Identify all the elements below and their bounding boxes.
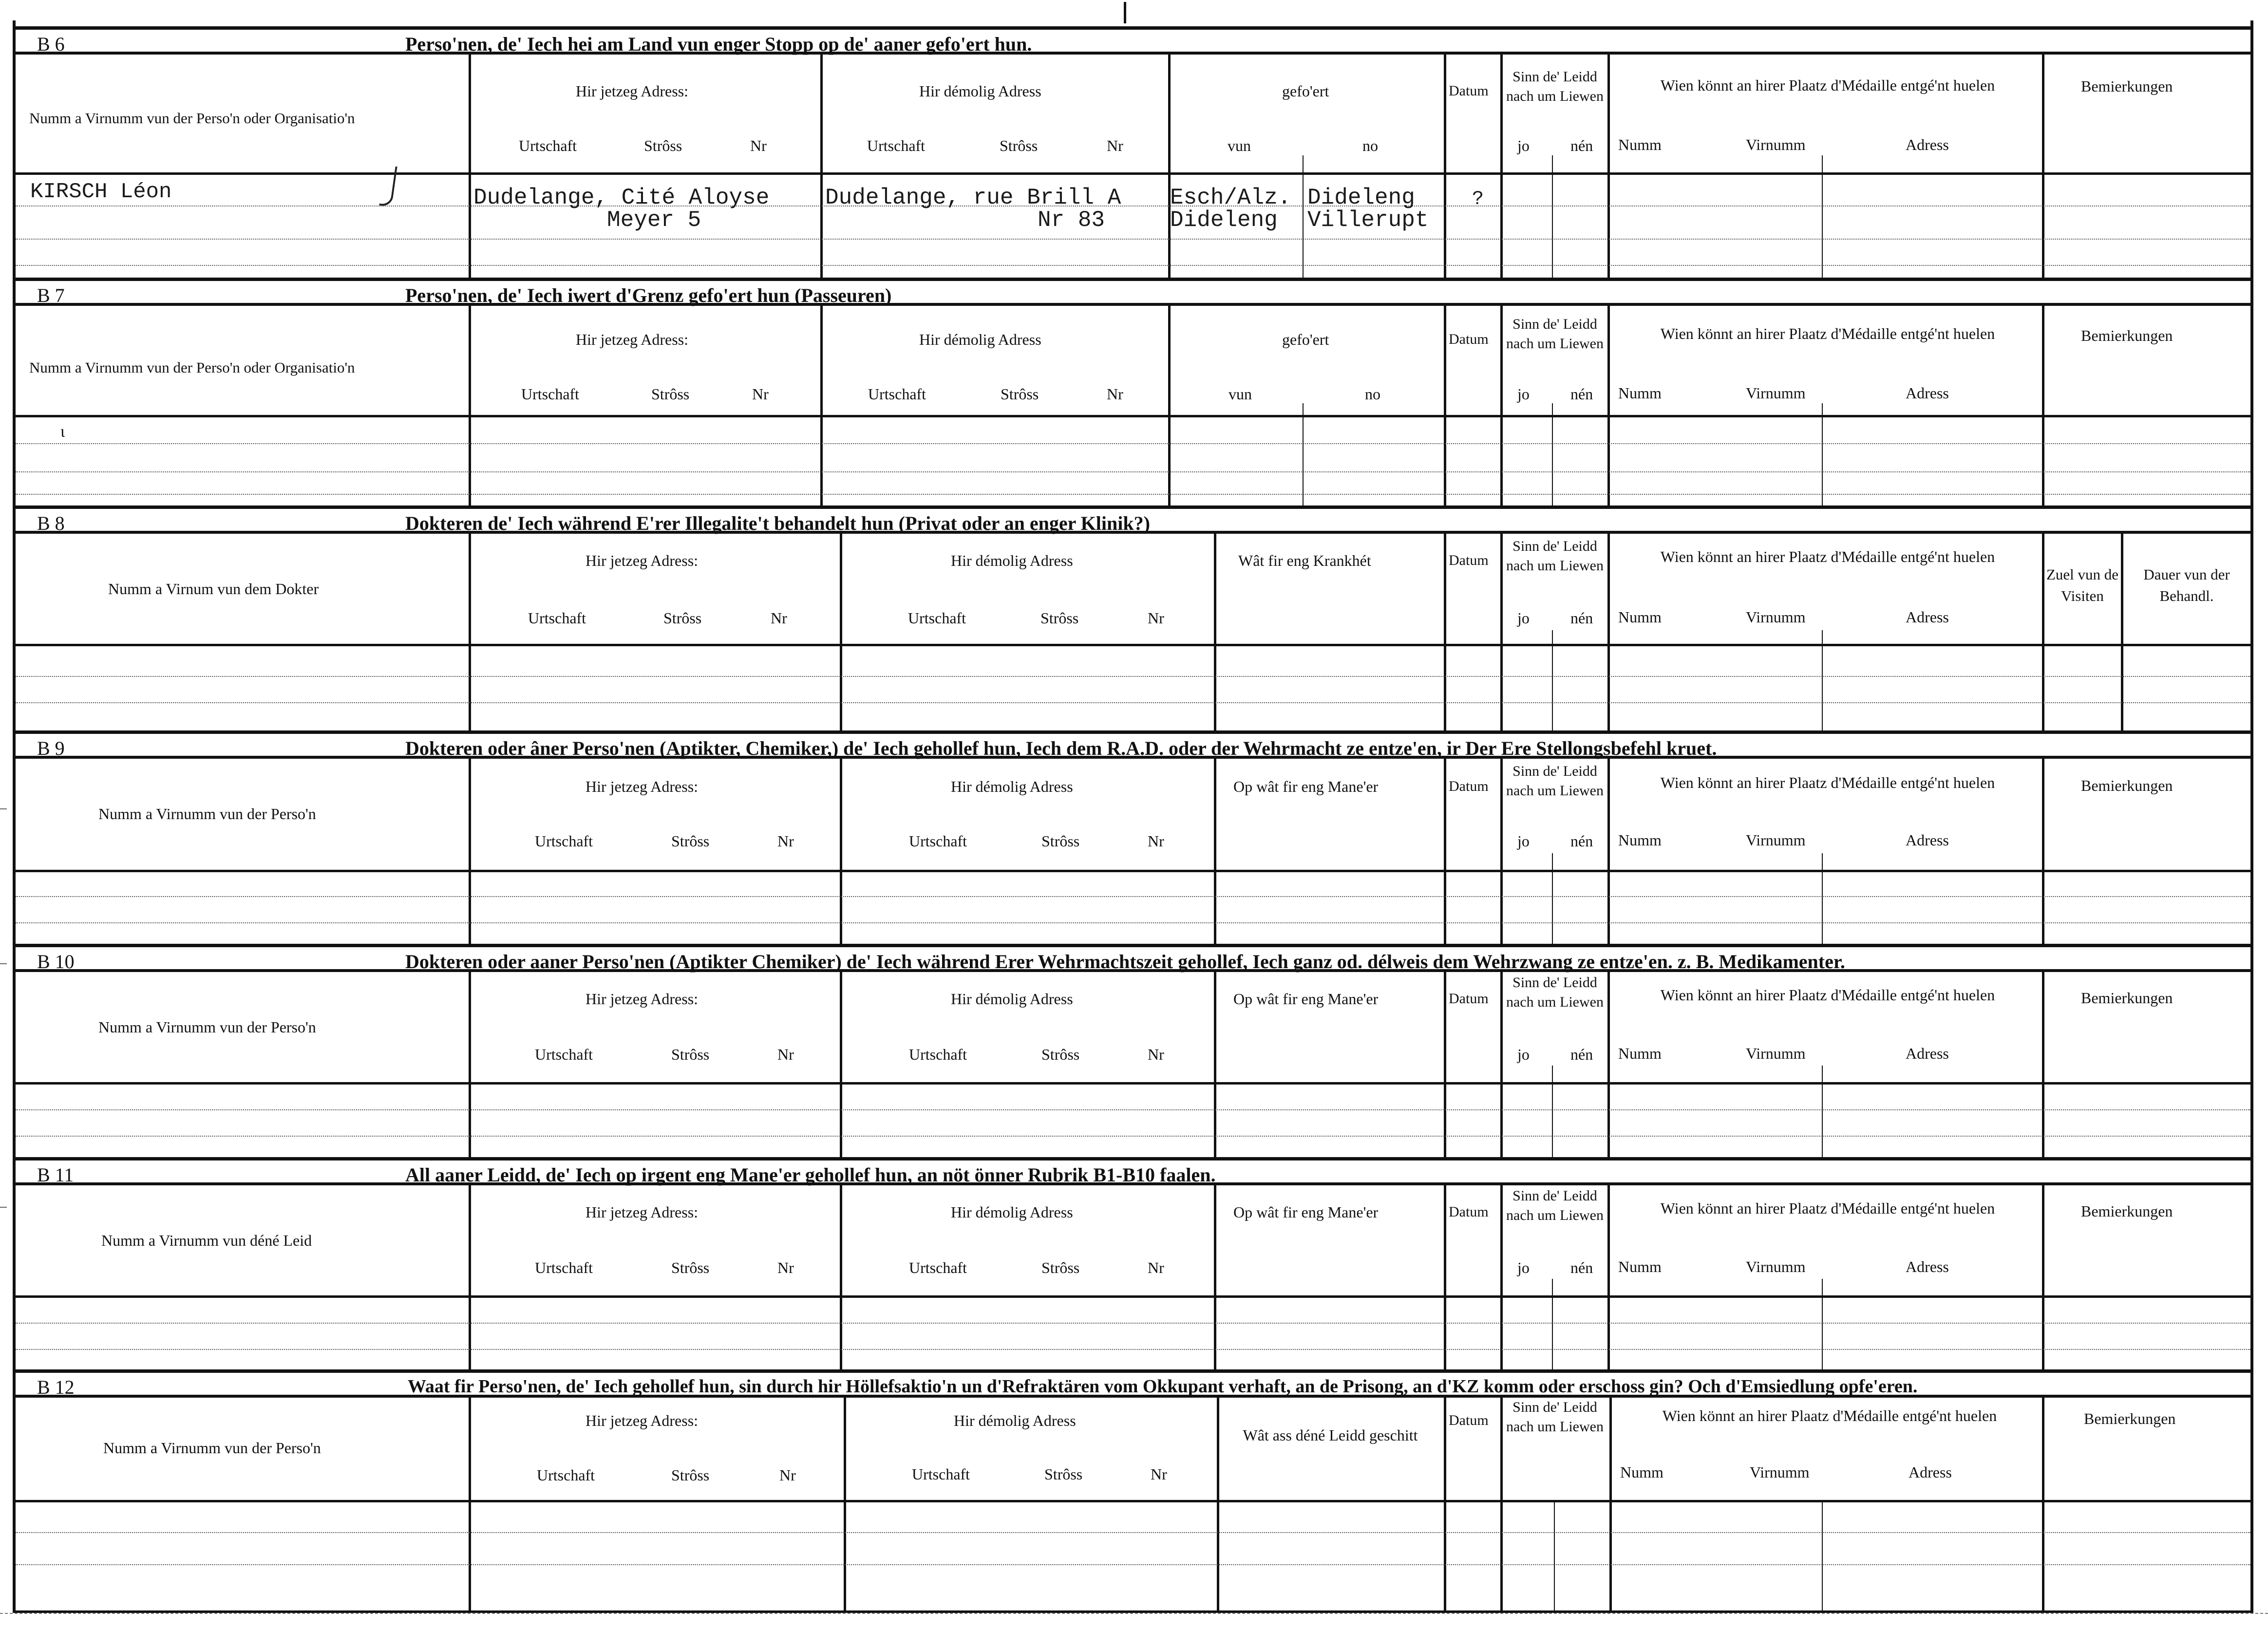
numm-label: Numm bbox=[1618, 1045, 1662, 1062]
nen-label: nén bbox=[1570, 832, 1593, 850]
section-b11 bbox=[16, 1157, 2250, 1369]
duration-header: Dauer vun der Behandl. bbox=[2143, 566, 2230, 604]
section-b12 bbox=[16, 1369, 2250, 1610]
stross-label: Strôss bbox=[671, 832, 710, 850]
section-code: B 12 bbox=[37, 1376, 75, 1398]
current-address-header: Hir jetzeg Adress: bbox=[586, 778, 699, 795]
nr-label: Nr bbox=[752, 385, 769, 403]
handwritten-check-mark bbox=[379, 165, 397, 207]
entry-line bbox=[16, 471, 2250, 472]
margin-tick bbox=[0, 963, 7, 964]
no-label: no bbox=[1362, 137, 1378, 154]
virnumm-label: Virnumm bbox=[1746, 1045, 1806, 1062]
medal-header: Wien könnt an hirer Plaatz d'Médaille entgé'nt huelen bbox=[1660, 325, 1995, 342]
medal-header: Wien könnt an hirer Plaatz d'Médaille entgé'nt huelen bbox=[1662, 1407, 1997, 1424]
urtschaft-label: Urtschaft bbox=[521, 385, 580, 403]
stross-label: Strôss bbox=[671, 1259, 710, 1276]
former-address-header: Hir démolig Adress bbox=[919, 331, 1041, 348]
numm-label: Numm bbox=[1618, 608, 1662, 626]
divider bbox=[1444, 306, 1446, 505]
entry-date: ? bbox=[1472, 188, 1484, 210]
entry-former-address-line2: Nr 83 bbox=[1038, 207, 1105, 233]
divider bbox=[1500, 534, 1503, 730]
divider bbox=[1214, 534, 1216, 730]
remarks-header: Bemierkungen bbox=[2081, 1202, 2173, 1220]
entry-former-address-line1: Dudelange, rue Brill A bbox=[825, 185, 1121, 210]
remarks-header: Bemierkungen bbox=[2084, 1410, 2176, 1427]
alive-header: Sinn de' Leidd nach um Liewen bbox=[1506, 1188, 1604, 1223]
entry-line bbox=[16, 922, 2250, 923]
divider bbox=[2042, 55, 2044, 278]
divider bbox=[1303, 403, 1304, 505]
illness-header: Wât fir eng Krankhét bbox=[1238, 552, 1371, 569]
urtschaft-label: Urtschaft bbox=[909, 1259, 967, 1276]
numm-label: Numm bbox=[1618, 136, 1662, 153]
divider bbox=[1607, 55, 1610, 278]
divider bbox=[1217, 1398, 1219, 1610]
alive-header: Sinn de' Leidd nach um Liewen bbox=[1506, 69, 1604, 104]
divider bbox=[1444, 972, 1446, 1157]
urtschaft-label: Urtschaft bbox=[868, 385, 926, 403]
visits-header: Zuel vun de Visiten bbox=[2046, 566, 2119, 604]
adress-label: Adress bbox=[1906, 1258, 1949, 1275]
divider bbox=[1554, 1501, 1555, 1610]
medal-header: Wien könnt an hirer Plaatz d'Médaille entgé'nt huelen bbox=[1660, 548, 1995, 565]
entry-line bbox=[16, 1109, 2250, 1110]
header-rule bbox=[16, 1500, 2250, 1502]
divider bbox=[1607, 1185, 1610, 1369]
nr-label: Nr bbox=[779, 1466, 796, 1484]
header-rule bbox=[16, 1082, 2250, 1085]
entry-line bbox=[16, 443, 2250, 444]
form-frame bbox=[13, 20, 2253, 1613]
entry-to-line2: Villerupt bbox=[1307, 207, 1429, 233]
jo-label: jo bbox=[1517, 137, 1530, 154]
urtschaft-label: Urtschaft bbox=[535, 1046, 593, 1063]
divider bbox=[1444, 1185, 1446, 1369]
divider bbox=[1822, 403, 1823, 505]
divider bbox=[1500, 972, 1503, 1157]
divider bbox=[469, 759, 471, 944]
divider bbox=[1607, 759, 1610, 944]
name-header: Numm a Virnumm vun der Perso'n bbox=[103, 1439, 321, 1457]
former-address-header: Hir démolig Adress bbox=[951, 1203, 1073, 1221]
datum-label: Datum bbox=[1449, 1412, 1489, 1428]
alive-header: Sinn de' Leidd nach um Liewen bbox=[1506, 1399, 1604, 1435]
urtschaft-label: Urtschaft bbox=[537, 1466, 595, 1484]
divider bbox=[1552, 853, 1553, 944]
stross-label: Strôss bbox=[1040, 609, 1079, 627]
divider bbox=[840, 1185, 842, 1369]
divider bbox=[469, 972, 471, 1157]
section-b9 bbox=[16, 730, 2250, 944]
name-header: Numm a Virnumm vun der Perso'n oder Organisatio'n bbox=[29, 110, 355, 127]
entry-to-line1: Dideleng bbox=[1307, 185, 1415, 210]
entry-line bbox=[16, 1564, 2250, 1565]
divider bbox=[1552, 403, 1553, 505]
entry-line bbox=[16, 1136, 2250, 1137]
current-address-header: Hir jetzeg Adress: bbox=[586, 990, 699, 1008]
divider bbox=[1607, 534, 1610, 730]
section-title-bar bbox=[16, 505, 2250, 534]
medal-header: Wien könnt an hirer Plaatz d'Médaille entgé'nt huelen bbox=[1660, 76, 1995, 94]
divider bbox=[1822, 1066, 1823, 1157]
divider bbox=[840, 972, 842, 1157]
nr-label: Nr bbox=[1107, 385, 1123, 403]
fate-header: Wât ass déné Leidd geschitt bbox=[1243, 1426, 1418, 1444]
header-rule bbox=[16, 644, 2250, 646]
manner-header: Op wât fir eng Mane'er bbox=[1233, 778, 1379, 795]
divider bbox=[1444, 759, 1446, 944]
divider bbox=[1822, 1501, 1823, 1610]
divider bbox=[1168, 306, 1171, 505]
nen-label: nén bbox=[1570, 137, 1593, 154]
scan-bottom-edge bbox=[0, 1613, 2268, 1614]
handwritten-mark: ɩ bbox=[60, 423, 65, 441]
nr-label: Nr bbox=[1151, 1465, 1167, 1483]
divider bbox=[1822, 853, 1823, 944]
nen-label: nén bbox=[1570, 1259, 1593, 1276]
datum-label: Datum bbox=[1449, 778, 1489, 794]
section-title-bar bbox=[16, 1157, 2250, 1185]
entry-line bbox=[16, 1323, 2250, 1324]
divider bbox=[1500, 759, 1503, 944]
virnumm-label: Virnumm bbox=[1746, 384, 1806, 402]
datum-label: Datum bbox=[1449, 331, 1489, 347]
divider bbox=[1214, 972, 1216, 1157]
name-header: Numm a Virnumm vun der Perso'n bbox=[98, 1018, 316, 1036]
divider bbox=[1609, 1398, 1612, 1610]
section-title-bar bbox=[16, 26, 2250, 55]
medal-header: Wien könnt an hirer Plaatz d'Médaille entgé'nt huelen bbox=[1660, 986, 1995, 1004]
entry-line bbox=[16, 1532, 2250, 1533]
divider bbox=[1500, 306, 1503, 505]
entry-current-address-line2: Meyer 5 bbox=[607, 207, 701, 233]
section-title: Dokteren de' Iech während E'rer Illegalite't behandelt hun (Privat oder an enger Klinik?) bbox=[405, 512, 1150, 534]
entry-line bbox=[16, 702, 2250, 703]
datum-label: Datum bbox=[1449, 83, 1489, 99]
datum-label: Datum bbox=[1449, 991, 1489, 1007]
remarks-header: Bemierkungen bbox=[2081, 989, 2173, 1007]
divider bbox=[1500, 1398, 1503, 1610]
manner-header: Op wât fir eng Mane'er bbox=[1233, 1203, 1379, 1221]
section-code: B 11 bbox=[37, 1164, 74, 1186]
virnumm-label: Virnumm bbox=[1750, 1463, 1810, 1481]
alive-header: Sinn de' Leidd nach um Liewen bbox=[1506, 763, 1604, 799]
stross-label: Strôss bbox=[671, 1466, 710, 1484]
entry-name: KIRSCH Léon bbox=[30, 180, 172, 204]
nr-label: Nr bbox=[1107, 137, 1123, 154]
divider bbox=[2042, 972, 2044, 1157]
urtschaft-label: Urtschaft bbox=[535, 832, 593, 850]
nr-label: Nr bbox=[777, 832, 794, 850]
divider bbox=[2042, 1185, 2044, 1369]
divider bbox=[2042, 759, 2044, 944]
current-address-header: Hir jetzeg Adress: bbox=[576, 82, 689, 100]
stross-label: Strôss bbox=[651, 385, 690, 403]
virnumm-label: Virnumm bbox=[1746, 831, 1806, 849]
alive-header: Sinn de' Leidd nach um Liewen bbox=[1506, 316, 1604, 352]
divider bbox=[1822, 1279, 1823, 1369]
remarks-header: Bemierkungen bbox=[2081, 77, 2173, 95]
current-address-header: Hir jetzeg Adress: bbox=[586, 552, 699, 569]
medal-header: Wien könnt an hirer Plaatz d'Médaille entgé'nt huelen bbox=[1660, 774, 1995, 791]
numm-label: Numm bbox=[1618, 384, 1662, 402]
divider bbox=[840, 534, 842, 730]
datum-label: Datum bbox=[1449, 552, 1489, 568]
adress-label: Adress bbox=[1909, 1463, 1952, 1481]
entry-from-line2: Dideleng bbox=[1170, 207, 1278, 233]
stross-label: Strôss bbox=[1001, 385, 1039, 403]
remarks-header: Bemierkungen bbox=[2081, 327, 2173, 344]
former-address-header: Hir démolig Adress bbox=[951, 990, 1073, 1008]
entry-line bbox=[16, 265, 2250, 266]
jo-label: jo bbox=[1517, 1259, 1530, 1276]
divider bbox=[1444, 534, 1446, 730]
nr-label: Nr bbox=[777, 1046, 794, 1063]
section-code: B 8 bbox=[37, 512, 65, 534]
numm-label: Numm bbox=[1618, 1258, 1662, 1275]
current-address-header: Hir jetzeg Adress: bbox=[586, 1412, 699, 1429]
nr-label: Nr bbox=[777, 1259, 794, 1276]
manner-header: Op wât fir eng Mane'er bbox=[1233, 990, 1379, 1008]
virnumm-label: Virnumm bbox=[1746, 1258, 1806, 1275]
urtschaft-label: Urtschaft bbox=[912, 1465, 970, 1483]
entry-line bbox=[16, 239, 2250, 240]
urtschaft-label: Urtschaft bbox=[519, 137, 577, 154]
section-code: B 6 bbox=[37, 33, 65, 55]
nen-label: nén bbox=[1570, 1046, 1593, 1063]
vun-label: vun bbox=[1228, 137, 1251, 154]
divider bbox=[2121, 534, 2123, 730]
divider bbox=[469, 1398, 471, 1610]
former-address-header: Hir démolig Adress bbox=[951, 778, 1073, 795]
divider bbox=[820, 306, 823, 505]
divider bbox=[820, 55, 823, 278]
header-rule bbox=[16, 870, 2250, 872]
divider bbox=[469, 306, 471, 505]
stross-label: Strôss bbox=[663, 609, 702, 627]
numm-label: Numm bbox=[1620, 1463, 1663, 1481]
urtschaft-label: Urtschaft bbox=[535, 1259, 593, 1276]
former-address-header: Hir démolig Adress bbox=[954, 1412, 1076, 1429]
divider bbox=[2042, 1398, 2044, 1610]
urtschaft-label: Urtschaft bbox=[528, 609, 586, 627]
divider bbox=[1444, 55, 1446, 278]
nr-label: Nr bbox=[1148, 609, 1164, 627]
jo-label: jo bbox=[1517, 609, 1530, 627]
divider bbox=[469, 55, 471, 278]
nr-label: Nr bbox=[1148, 1259, 1164, 1276]
urtschaft-label: Urtschaft bbox=[909, 1046, 967, 1063]
urtschaft-label: Urtschaft bbox=[867, 137, 926, 154]
entry-line bbox=[16, 896, 2250, 897]
stross-label: Strôss bbox=[1044, 1465, 1083, 1483]
remarks-header: Bemierkungen bbox=[2081, 777, 2173, 794]
header-rule bbox=[16, 415, 2250, 417]
jo-label: jo bbox=[1517, 1046, 1530, 1063]
entry-line bbox=[16, 676, 2250, 677]
transport-header: gefo'ert bbox=[1282, 331, 1329, 348]
divider bbox=[469, 534, 471, 730]
divider bbox=[844, 1398, 846, 1610]
section-code: B 10 bbox=[37, 951, 75, 973]
header-rule bbox=[16, 172, 2250, 175]
section-code: B 9 bbox=[37, 737, 65, 759]
section-code: B 7 bbox=[37, 284, 65, 306]
section-b7 bbox=[16, 278, 2250, 505]
stross-label: Strôss bbox=[1000, 137, 1038, 154]
virnumm-label: Virnumm bbox=[1746, 136, 1806, 153]
former-address-header: Hir démolig Adress bbox=[919, 82, 1041, 100]
entry-line bbox=[16, 494, 2250, 495]
nr-label: Nr bbox=[771, 609, 787, 627]
section-title: All aaner Leidd, de' Iech op irgent eng Mane'er gehollef hun, an nöt önner Rubrik B1-B10 faalen. bbox=[405, 1164, 1216, 1186]
section-b8 bbox=[16, 505, 2250, 730]
section-title-bar bbox=[16, 730, 2250, 759]
section-b6 bbox=[16, 26, 2250, 278]
divider bbox=[1214, 1185, 1216, 1369]
entry-from-line1: Esch/Alz. bbox=[1170, 185, 1291, 210]
section-title-bar bbox=[16, 1369, 2250, 1398]
name-header: Numm a Virnumm vun der Perso'n oder Organisatio'n bbox=[29, 359, 355, 376]
name-header: Numm a Virnumm vun der Perso'n bbox=[98, 805, 316, 823]
section-title: Perso'nen, de' Iech iwert d'Grenz gefo'ert hun (Passeuren) bbox=[405, 284, 892, 306]
nen-label: nén bbox=[1570, 385, 1593, 403]
divider bbox=[1500, 55, 1503, 278]
former-address-header: Hir démolig Adress bbox=[951, 552, 1073, 569]
margin-tick bbox=[0, 808, 7, 809]
current-address-header: Hir jetzeg Adress: bbox=[586, 1203, 699, 1221]
divider bbox=[840, 759, 842, 944]
adress-label: Adress bbox=[1906, 608, 1949, 626]
section-title: Dokteren oder aaner Perso'nen (Aptikter Chemiker) de' Iech während Erer Wehrmachtszeit gehollef, Iech ganz od. délweis dem Wehrzwang ze entze'en. z. B. Medikamenter. bbox=[405, 951, 1845, 973]
divider bbox=[1444, 1398, 1446, 1610]
name-header: Numm a Virnumm vun déné Leid bbox=[101, 1232, 312, 1249]
stross-label: Strôss bbox=[1041, 832, 1080, 850]
divider bbox=[1500, 1185, 1503, 1369]
no-label: no bbox=[1365, 385, 1380, 403]
transport-header: gefo'ert bbox=[1282, 82, 1329, 100]
alive-header: Sinn de' Leidd nach um Liewen bbox=[1506, 538, 1604, 574]
divider bbox=[469, 1185, 471, 1369]
nen-label: nén bbox=[1570, 609, 1593, 627]
divider bbox=[1168, 55, 1171, 278]
header-rule bbox=[16, 1295, 2250, 1298]
medal-header: Wien könnt an hirer Plaatz d'Médaille entgé'nt huelen bbox=[1660, 1199, 1995, 1217]
jo-label: jo bbox=[1517, 832, 1530, 850]
urtschaft-label: Urtschaft bbox=[908, 609, 966, 627]
urtschaft-label: Urtschaft bbox=[909, 832, 967, 850]
nr-label: Nr bbox=[1148, 1046, 1164, 1063]
vun-label: vun bbox=[1228, 385, 1252, 403]
current-address-header: Hir jetzeg Adress: bbox=[576, 331, 689, 348]
stross-label: Strôss bbox=[1041, 1259, 1080, 1276]
nr-label: Nr bbox=[750, 137, 767, 154]
adress-label: Adress bbox=[1906, 1045, 1949, 1062]
section-title-bar bbox=[16, 944, 2250, 972]
divider bbox=[1214, 759, 1216, 944]
section-b10 bbox=[16, 944, 2250, 1157]
entry-line bbox=[16, 1349, 2250, 1350]
adress-label: Adress bbox=[1906, 831, 1949, 849]
name-header: Numm a Virnum vun dem Dokter bbox=[108, 580, 319, 598]
stross-label: Strôss bbox=[671, 1046, 710, 1063]
datum-label: Datum bbox=[1449, 1204, 1489, 1220]
divider bbox=[2042, 306, 2044, 505]
entry-current-address-line1: Dudelange, Cité Aloyse bbox=[473, 185, 770, 210]
stross-label: Strôss bbox=[1041, 1046, 1080, 1063]
divider bbox=[1607, 972, 1610, 1157]
adress-label: Adress bbox=[1906, 136, 1949, 153]
alive-header: Sinn de' Leidd nach um Liewen bbox=[1506, 974, 1604, 1010]
margin-tick bbox=[0, 1207, 7, 1208]
virnumm-label: Virnumm bbox=[1746, 608, 1806, 626]
divider bbox=[2042, 534, 2044, 730]
section-title: Dokteren oder âner Perso'nen (Aptikter, Chemiker,) de' Iech gehollef hun, Iech dem R.A.D. oder der Wehrmacht ze entze'en, ir Der Ere Stellongsbefehl kruet. bbox=[405, 737, 1717, 759]
section-title-bar bbox=[16, 278, 2250, 306]
section-title: Perso'nen, de' Iech hei am Land vun enger Stopp op de' aaner gefo'ert hun. bbox=[405, 33, 1032, 55]
divider bbox=[1552, 1279, 1553, 1369]
nr-label: Nr bbox=[1148, 832, 1164, 850]
jo-label: jo bbox=[1517, 385, 1530, 403]
adress-label: Adress bbox=[1906, 384, 1949, 402]
numm-label: Numm bbox=[1618, 831, 1662, 849]
divider bbox=[1552, 1066, 1553, 1157]
divider bbox=[1607, 306, 1610, 505]
stross-label: Strôss bbox=[644, 137, 682, 154]
section-title: Waat fir Perso'nen, de' Iech gehollef hun, sin durch hir Höllefsaktio'n un d'Refraktären vom Okkupant verhaft, an de Prisong, an d'KZ komm oder erschoss gin? Och d'Emsiedlung opfe'eren. bbox=[408, 1376, 1918, 1397]
